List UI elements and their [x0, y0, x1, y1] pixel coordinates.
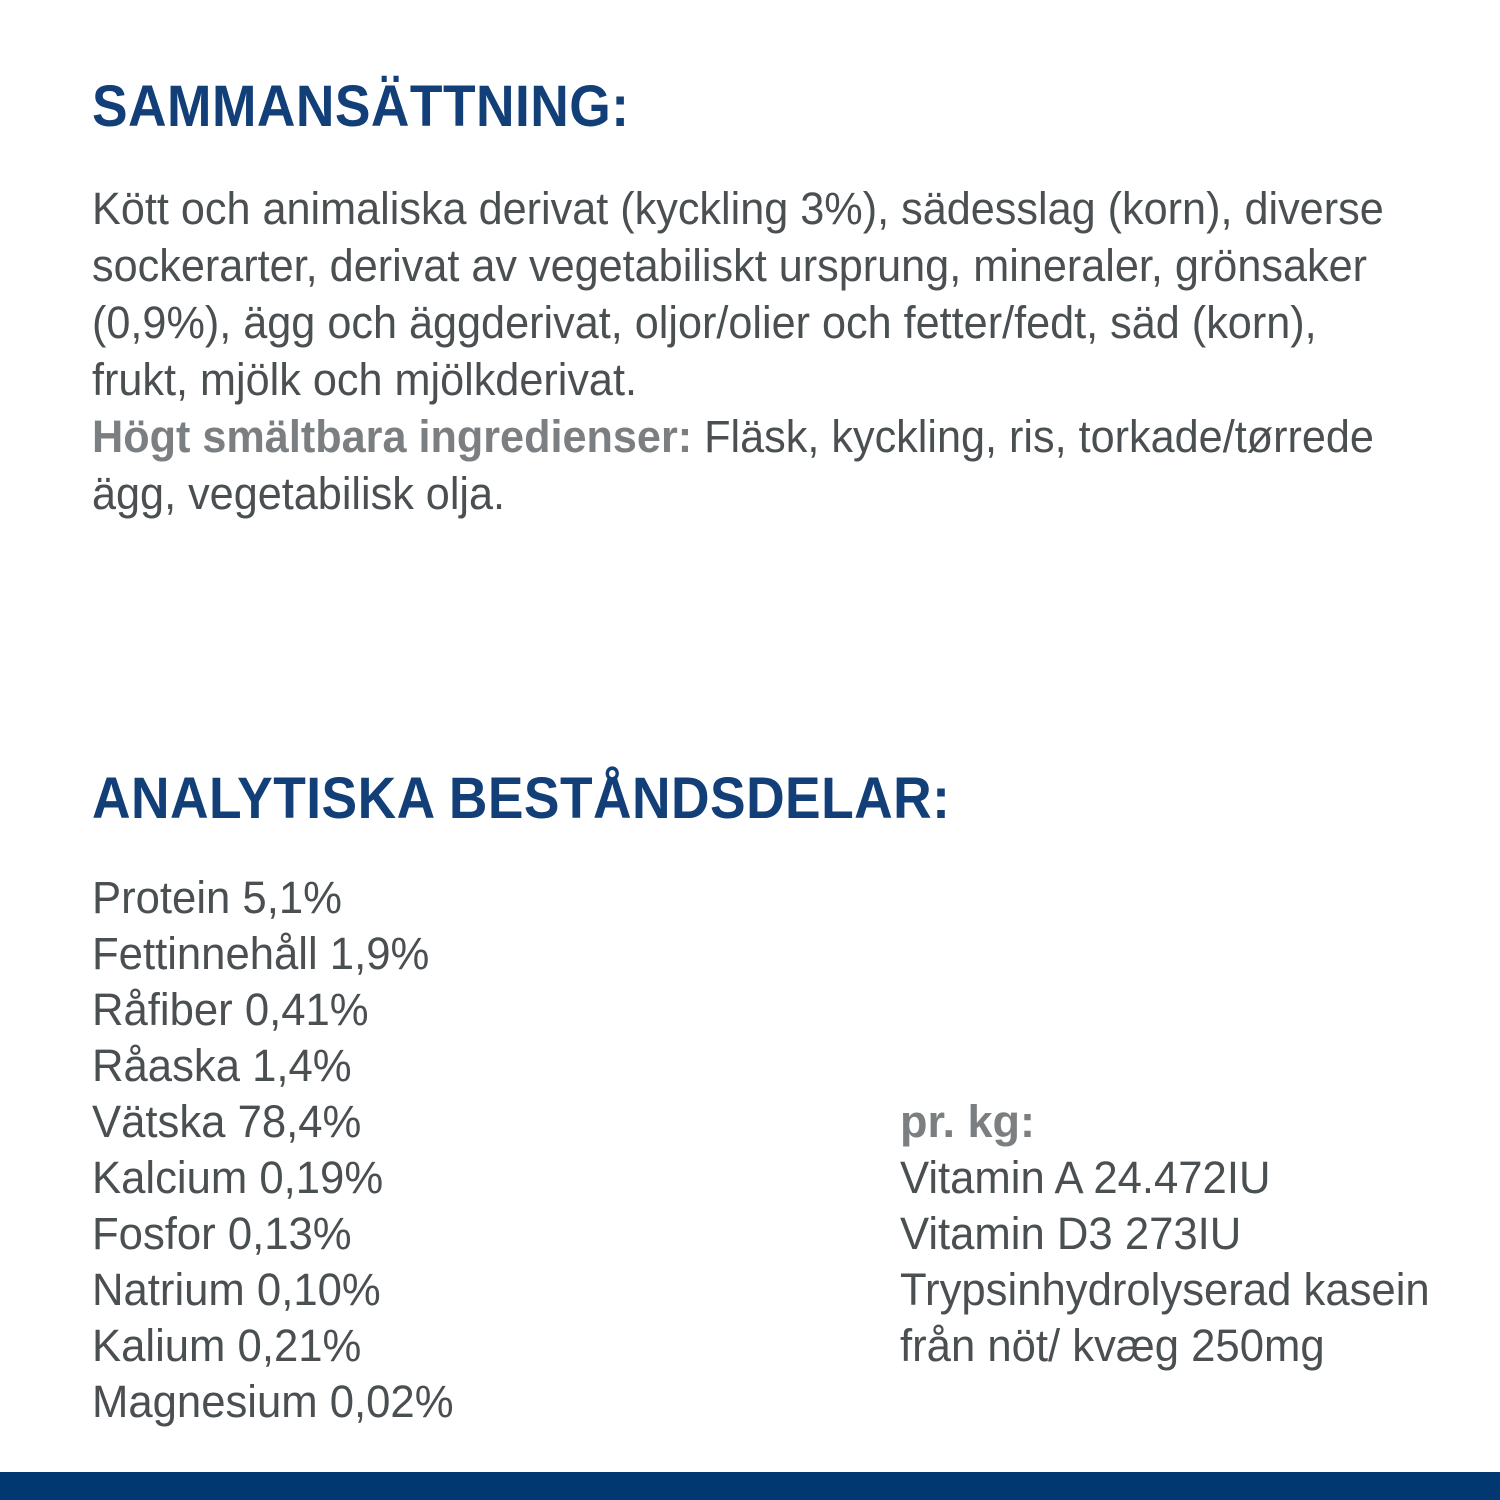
additive-item: Trypsinhydrolyserad kasein från nöt/ kvæg 250mg — [900, 1264, 1430, 1371]
nutrient-item: Magnesium 0,02% — [92, 1376, 454, 1427]
composition-body — [92, 180, 1417, 522]
composition-section — [92, 74, 1472, 522]
per-kilogram-list — [900, 1094, 1460, 1374]
nutrient-item: Natrium 0,10% — [92, 1264, 381, 1315]
nutrient-item: Råfiber 0,41% — [92, 984, 369, 1035]
additive-item: Vitamin A 24.472IU — [900, 1152, 1271, 1203]
nutrient-item: Vätska 78,4% — [92, 1096, 362, 1147]
analytical-constituents-section — [92, 766, 1472, 1427]
analytical-constituents-heading: ANALYTISKA BESTÅNDSDELAR: — [92, 766, 951, 831]
highly-digestible-value: Fläsk, kyckling, ris, torkade/tørrede ägg, vegetabilisk olja. — [92, 411, 1374, 519]
per-kilogram-label: pr. kg: — [900, 1096, 1036, 1147]
nutrient-item: Fettinnehåll 1,9% — [92, 928, 430, 979]
nutrient-list — [92, 870, 852, 1430]
nutrient-item: Råaska 1,4% — [92, 1040, 352, 1091]
composition-paragraph: Kött och animaliska derivat (kyckling 3%), sädesslag (korn), diverse sockerarter, derivat av vegetabiliskt ursprung, mineraler, grönsaker (0,9%), ägg och äggderivat, oljor/olier och fetter/fedt, säd (korn), frukt, mjölk och mjölkderivat. — [92, 183, 1384, 405]
highly-digestible-label: Högt smältbara ingredienser: — [92, 411, 693, 462]
nutrient-item: Protein 5,1% — [92, 872, 342, 923]
nutrient-item: Kalium 0,21% — [92, 1320, 362, 1371]
nutrient-item: Fosfor 0,13% — [92, 1208, 352, 1259]
nutrient-item: Kalcium 0,19% — [92, 1152, 384, 1203]
composition-heading: SAMMANSÄTTNING: — [92, 74, 630, 139]
additive-item: Vitamin D3 273IU — [900, 1208, 1242, 1259]
bottom-accent-bar — [0, 1472, 1500, 1500]
